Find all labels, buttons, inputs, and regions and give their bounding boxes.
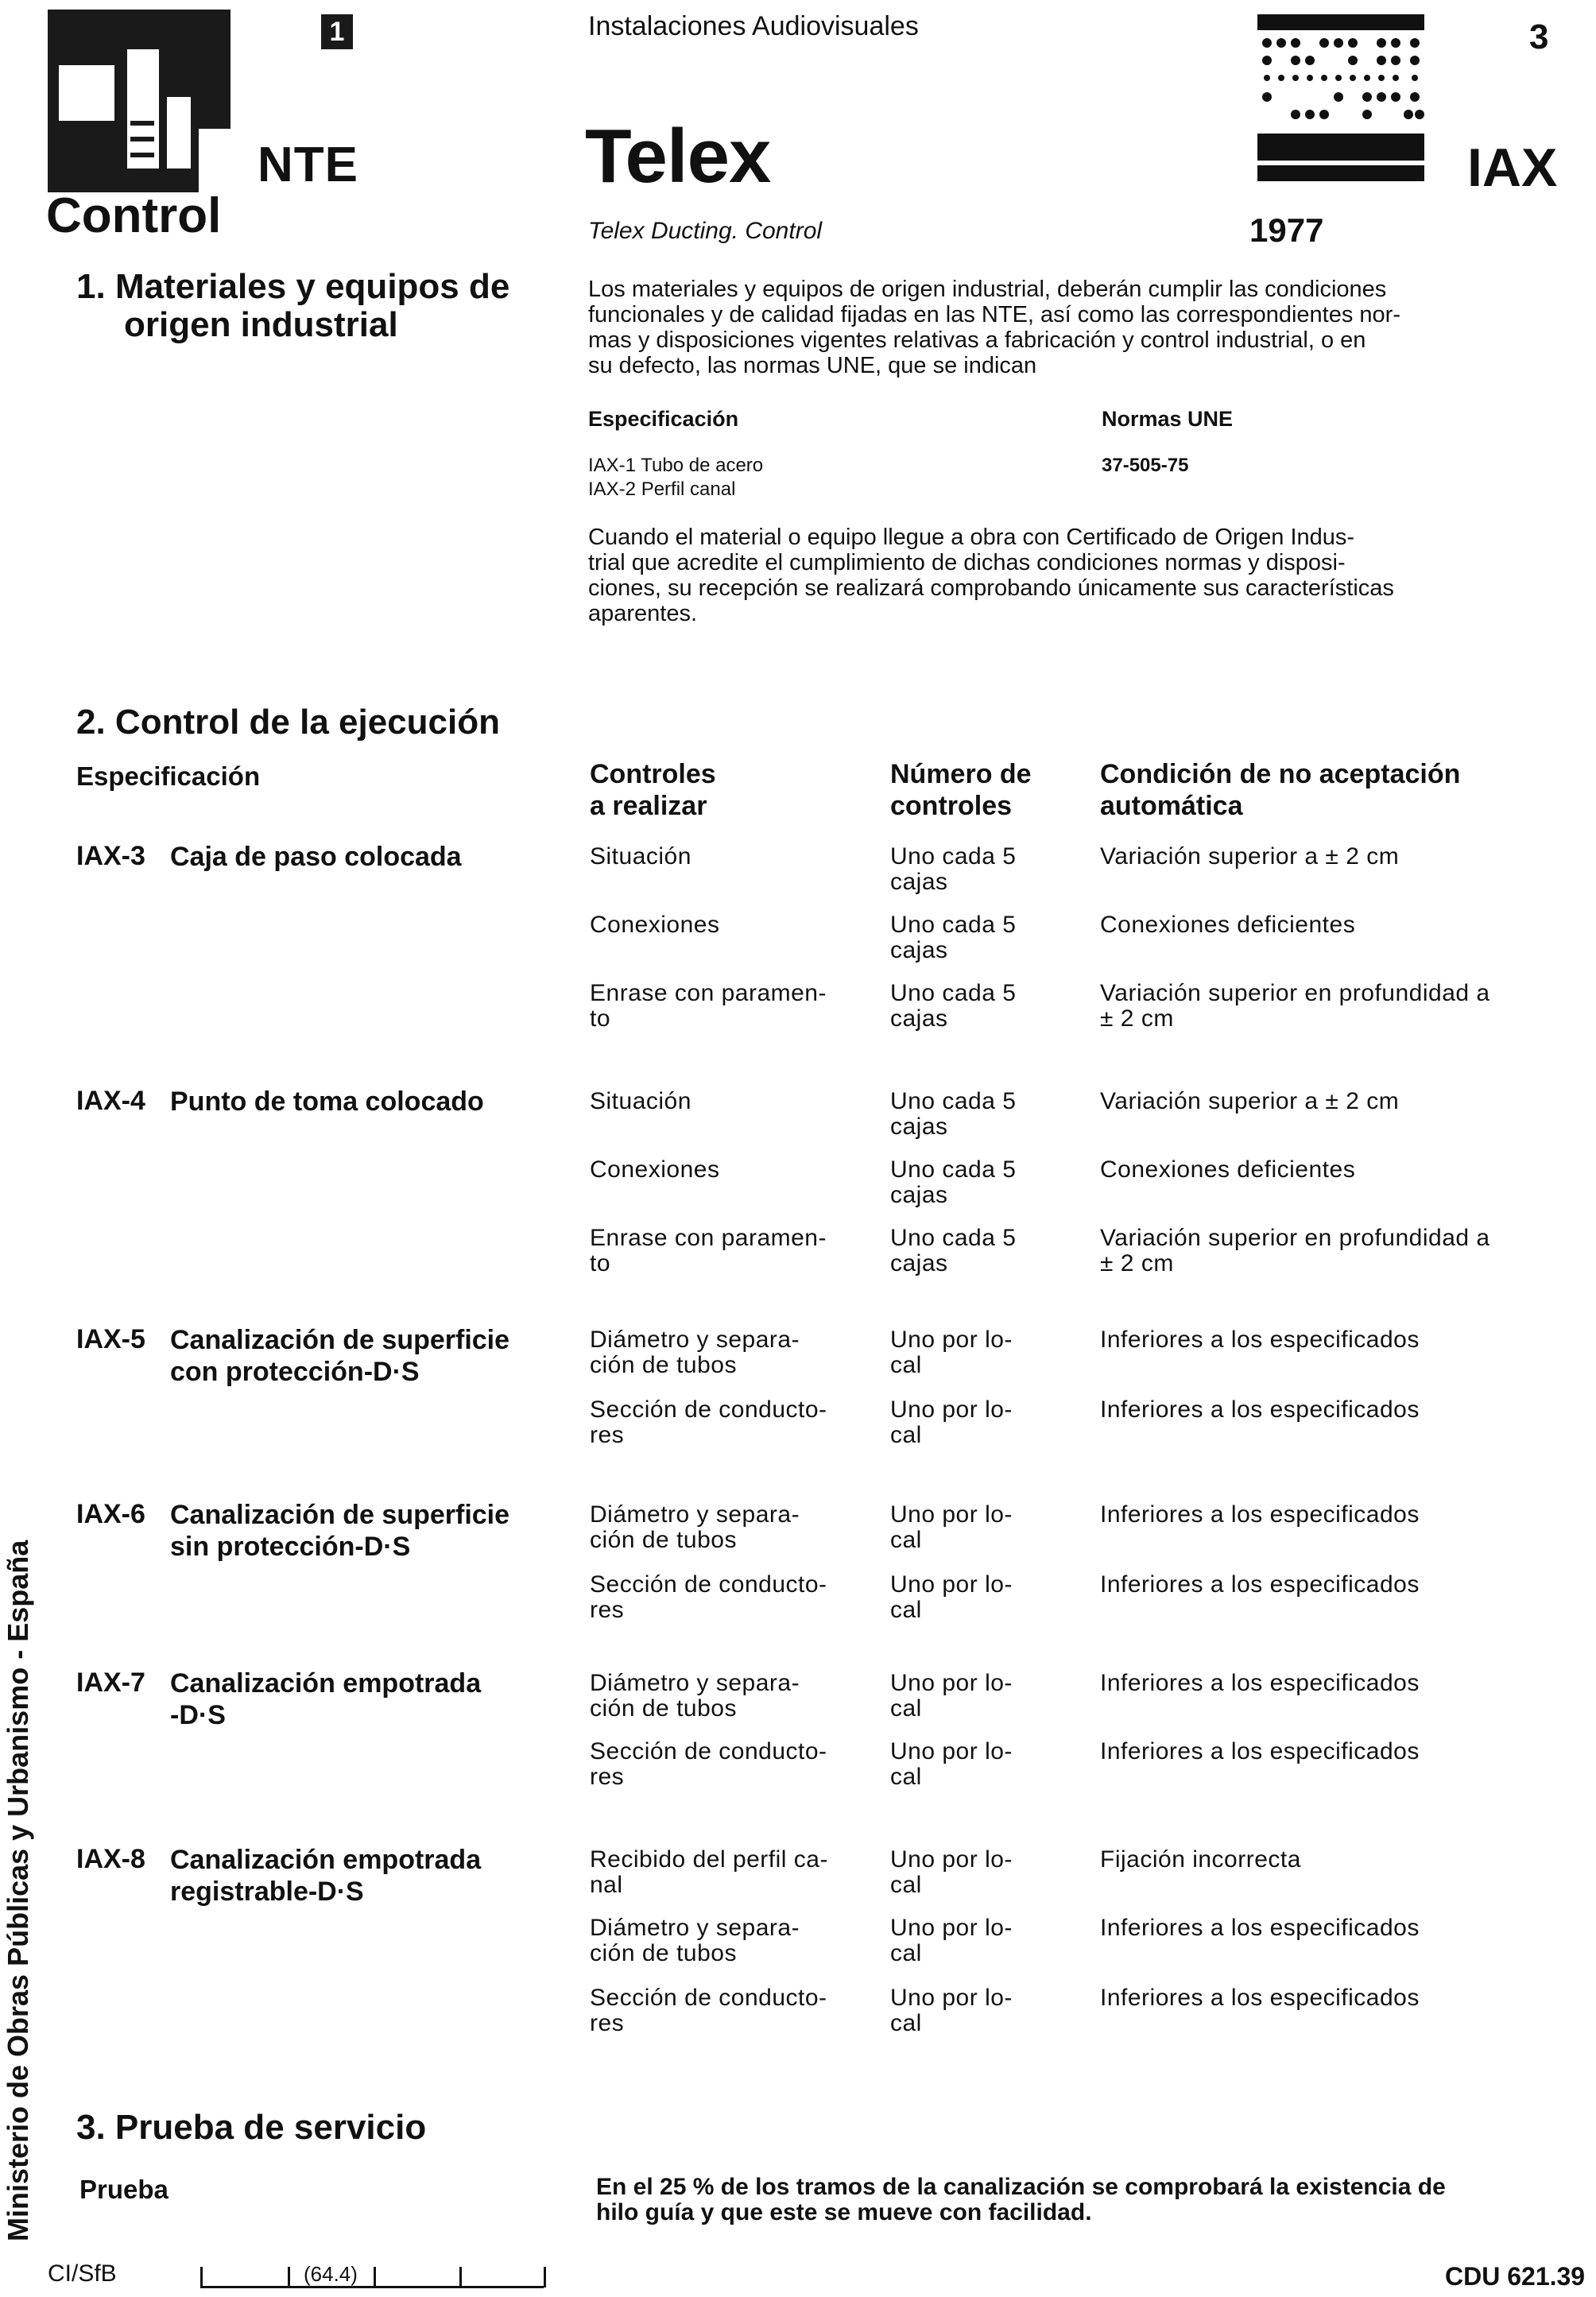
classification-pattern-icon	[1257, 14, 1424, 181]
cell-line: Enrase con paramen-	[590, 1225, 827, 1251]
section1-heading-line2: origen industrial	[124, 305, 398, 344]
cell-line: Uno cada 5	[890, 980, 1017, 1006]
cell-line: Conexiones	[590, 1156, 720, 1183]
row-description	[170, 1324, 615, 1388]
cell-line: Inferiores a los especificados	[1100, 1571, 1420, 1598]
cell-line: Uno por lo-	[890, 1327, 1013, 1353]
number-cell	[890, 912, 1065, 963]
note-line: ciones, su recepción se realizará comprobando únicamente sus características	[588, 575, 1394, 601]
spec-column-header: Especificación	[588, 407, 739, 431]
row-code: IAX-4	[76, 1086, 145, 1116]
control-cell	[590, 1502, 868, 1553]
publication-year: 1977	[1249, 211, 1324, 249]
control-cell	[590, 1671, 868, 1722]
doc-type-label: Control	[46, 188, 222, 243]
cell-line: ± 2 cm	[1100, 1250, 1174, 1276]
number-cell	[890, 1397, 1065, 1448]
cell-line: res	[590, 1764, 625, 1790]
condition-cell	[1100, 1572, 1574, 1598]
row-description	[170, 841, 615, 873]
une-column-header: Normas UNE	[1102, 407, 1234, 431]
sheet-number: 3	[1529, 17, 1549, 56]
section1-intro	[588, 277, 1555, 378]
ruler-tick	[200, 2267, 203, 2287]
condition-header-line1: Condición de no aceptación	[1100, 759, 1461, 789]
cell-line: Conexiones deficientes	[1100, 1156, 1356, 1183]
section1-note	[588, 525, 1555, 626]
cell-line: ± 2 cm	[1100, 1005, 1174, 1032]
cell-line: Inferiores a los especificados	[1100, 1985, 1420, 2011]
cell-line: Sección de conducto-	[590, 1571, 827, 1598]
number-cell	[890, 1915, 1065, 1966]
condition-cell	[1100, 1671, 1574, 1696]
number-cell	[890, 1739, 1065, 1790]
section1-number: 1.	[76, 267, 106, 306]
cell-line: Variación superior en profundidad a	[1100, 980, 1490, 1006]
condition-cell	[1100, 912, 1574, 938]
number-cell	[890, 981, 1065, 1032]
intro-line: su defecto, las normas UNE, que se indican	[588, 353, 1037, 378]
control-cell	[590, 1847, 868, 1898]
cell-line: Uno por lo-	[890, 1670, 1013, 1696]
une-item: 37-505-75	[1102, 455, 1189, 476]
condition-cell	[1100, 1226, 1574, 1276]
row-description	[170, 1668, 615, 1731]
row-description-line2: sin protección-D·S	[170, 1532, 411, 1562]
cell-line: Uno por lo-	[890, 1915, 1013, 1941]
cell-line: cajas	[890, 869, 948, 895]
cell-line: Conexiones	[590, 912, 720, 938]
controls-column-header	[590, 758, 716, 822]
number-cell	[890, 1502, 1065, 1553]
ministry-label: Ministerio de Obras Públicas y Urbanismo - España	[2, 1540, 34, 2241]
number-cell	[890, 1089, 1065, 1140]
condition-cell	[1100, 1157, 1574, 1183]
row-description-line1: Canalización de superficie	[170, 1325, 510, 1355]
subject-label: Instalaciones Audiovisuales	[588, 11, 919, 41]
control-cell	[590, 1915, 868, 1966]
cisfb-ruler	[200, 2286, 544, 2288]
cell-line: cal	[890, 1527, 922, 1553]
control-cell	[590, 912, 868, 938]
condition-cell	[1100, 1739, 1574, 1764]
note-line: Cuando el material o equipo llegue a obra con Certificado de Origen Indus-	[588, 525, 1355, 550]
control-cell	[590, 981, 868, 1032]
number-cell	[890, 1671, 1065, 1722]
page-subtitle: Telex Ducting. Control	[588, 218, 823, 244]
row-description-line2: registrable-D·S	[170, 1877, 364, 1907]
section3-heading: 3. Prueba de servicio	[76, 2108, 427, 2147]
test-description	[596, 2175, 1558, 2225]
control-cell	[590, 844, 868, 870]
cell-line: Inferiores a los especificados	[1100, 1327, 1420, 1353]
cell-line: Inferiores a los especificados	[1100, 1670, 1420, 1696]
row-description-line1: Punto de toma colocado	[170, 1087, 484, 1117]
row-description	[170, 1844, 615, 1908]
row-description-line1: Canalización empotrada	[170, 1668, 482, 1699]
spec-item: IAX-1 Tubo de acero	[588, 455, 764, 476]
control-cell	[590, 1739, 868, 1790]
control-cell	[590, 1226, 868, 1276]
control-cell	[590, 1572, 868, 1623]
row-description-line1: Caja de paso colocada	[170, 842, 462, 872]
cell-line: Diámetro y separa-	[590, 1327, 800, 1353]
cell-line: Conexiones deficientes	[1100, 912, 1356, 938]
cell-line: cal	[890, 1597, 922, 1623]
cell-line: to	[590, 1005, 611, 1032]
control-cell	[590, 1157, 868, 1183]
cell-line: Recibido del perfil ca-	[590, 1846, 828, 1873]
control-cell	[590, 1327, 868, 1378]
intro-line: funcionales y de calidad fijadas en las NTE, así como las correspondientes nor-	[588, 302, 1400, 327]
condition-cell	[1100, 1847, 1574, 1873]
note-line: aparentes.	[588, 601, 698, 626]
cell-line: Uno cada 5	[890, 912, 1017, 938]
cell-line: Diámetro y separa-	[590, 1915, 800, 1941]
controls-header-line1: Controles	[590, 759, 716, 789]
intro-line: mas y disposiciones vigentes relativas a fabricación y control industrial, o en	[588, 327, 1366, 353]
cell-line: Sección de conducto-	[590, 1738, 827, 1764]
cell-line: to	[590, 1250, 611, 1276]
cell-line: Uno por lo-	[890, 1846, 1013, 1873]
number-header-line2: controles	[890, 791, 1013, 821]
row-description-line2: con protección-D·S	[170, 1357, 420, 1387]
section-badge: 1	[321, 14, 353, 49]
cell-line: res	[590, 1597, 625, 1623]
control-cell	[590, 1089, 868, 1114]
controls-header-line2: a realizar	[590, 791, 707, 821]
cell-line: Inferiores a los especificados	[1100, 1738, 1420, 1764]
cell-line: cal	[890, 1764, 922, 1790]
number-column-header	[890, 758, 1032, 822]
row-code: IAX-8	[76, 1844, 145, 1874]
cell-line: Uno por lo-	[890, 1396, 1013, 1423]
cell-line: cajas	[890, 937, 948, 963]
ruler-tick	[544, 2267, 546, 2287]
number-cell	[890, 1157, 1065, 1208]
cell-line: ción de tubos	[590, 1352, 737, 1378]
condition-cell	[1100, 981, 1574, 1032]
cell-line: cajas	[890, 1005, 948, 1032]
ruler-tick	[459, 2267, 462, 2287]
cell-line: Uno por lo-	[890, 1985, 1013, 2011]
cell-line: Variación superior a ± 2 cm	[1100, 1088, 1400, 1114]
note-line: trial que acredite el cumplimiento de dichas condiciones normas y disposi-	[588, 550, 1346, 575]
test-line: En el 25 % de los tramos de la canalización se comprobará la existencia de	[596, 2174, 1446, 2200]
cell-line: cal	[890, 2010, 922, 2036]
row-description-line1: Canalización empotrada	[170, 1845, 482, 1875]
condition-cell	[1100, 1089, 1574, 1114]
cell-line: Diámetro y separa-	[590, 1670, 800, 1696]
cell-line: Inferiores a los especificados	[1100, 1396, 1420, 1423]
cell-line: ción de tubos	[590, 1695, 737, 1722]
test-column-header: Prueba	[79, 2175, 169, 2204]
cell-line: Sección de conducto-	[590, 1985, 827, 2011]
cell-line: Situación	[590, 1088, 691, 1114]
cell-line: cal	[890, 1422, 922, 1448]
cell-line: Uno cada 5	[890, 1088, 1017, 1114]
cell-line: Diámetro y separa-	[590, 1501, 800, 1528]
ruler-tick	[374, 2267, 376, 2287]
cell-line: cajas	[890, 1114, 948, 1140]
cell-line: Uno por lo-	[890, 1501, 1013, 1528]
intro-line: Los materiales y equipos de origen industrial, deberán cumplir las condiciones	[588, 277, 1387, 302]
cell-line: cajas	[890, 1250, 948, 1276]
row-code: IAX-6	[76, 1499, 145, 1529]
cell-line: Sección de conducto-	[590, 1396, 827, 1423]
condition-cell	[1100, 1327, 1574, 1353]
section1-heading-line1: Materiales y equipos de	[114, 267, 510, 306]
condition-cell	[1100, 844, 1574, 870]
row-code: IAX-3	[76, 841, 145, 871]
cdu-code: CDU 621.39	[1445, 2262, 1586, 2291]
number-header-line1: Número de	[890, 759, 1032, 789]
number-cell	[890, 1847, 1065, 1898]
cell-line: Uno cada 5	[890, 843, 1017, 870]
row-description-line1: Canalización de superficie	[170, 1500, 510, 1530]
condition-cell	[1100, 1502, 1574, 1528]
cell-line: ción de tubos	[590, 1940, 737, 1966]
series-label: NTE	[258, 138, 358, 192]
cell-line: Enrase con paramen-	[590, 980, 827, 1006]
cell-line: Uno por lo-	[890, 1571, 1013, 1598]
row-description	[170, 1086, 615, 1118]
number-cell	[890, 1985, 1065, 2036]
row-code: IAX-7	[76, 1668, 145, 1698]
section2-heading: 2. Control de la ejecución	[76, 703, 501, 742]
control-cell	[590, 1397, 868, 1448]
number-cell	[890, 1572, 1065, 1623]
ruler-tick	[288, 2267, 290, 2287]
cell-line: cal	[890, 1352, 922, 1378]
cell-line: Uno cada 5	[890, 1156, 1017, 1183]
number-cell	[890, 1327, 1065, 1378]
cell-line: res	[590, 2010, 625, 2036]
cell-line: cal	[890, 1695, 922, 1722]
cell-line: Variación superior a ± 2 cm	[1100, 843, 1400, 870]
section1-heading	[76, 267, 509, 307]
cell-line: cal	[890, 1872, 922, 1898]
cell-line: Uno cada 5	[890, 1225, 1017, 1251]
row-code: IAX-5	[76, 1324, 145, 1354]
cell-line: Inferiores a los especificados	[1100, 1915, 1420, 1941]
norm-code: IAX	[1467, 138, 1558, 198]
number-cell	[890, 1226, 1065, 1276]
condition-cell	[1100, 1915, 1574, 1941]
row-description-line2: -D·S	[170, 1700, 226, 1730]
cell-line: Situación	[590, 843, 691, 870]
control-cell	[590, 1985, 868, 2036]
cell-line: ción de tubos	[590, 1527, 737, 1553]
cell-line: cal	[890, 1940, 922, 1966]
cell-line: nal	[590, 1872, 623, 1898]
condition-column-header	[1100, 758, 1460, 822]
number-cell	[890, 844, 1065, 895]
spec-column-header: Especificación	[76, 761, 261, 791]
page-title: Telex	[585, 114, 771, 199]
cell-line: Inferiores a los especificados	[1100, 1501, 1420, 1528]
row-description	[170, 1499, 615, 1563]
test-line: hilo guía y que este se mueve con facilidad.	[596, 2199, 1092, 2225]
cisfb-label: CI/SfB	[48, 2260, 117, 2287]
nte-logo	[48, 10, 230, 192]
cell-line: res	[590, 1422, 625, 1448]
condition-cell	[1100, 1985, 1574, 2011]
cisfb-code: (64.4)	[304, 2262, 358, 2286]
cell-line: Uno por lo-	[890, 1738, 1013, 1764]
cell-line: cajas	[890, 1182, 948, 1208]
spec-item: IAX-2 Perfil canal	[588, 478, 736, 500]
cell-line: Fijación incorrecta	[1100, 1846, 1301, 1873]
cell-line: Variación superior en profundidad a	[1100, 1225, 1490, 1251]
condition-header-line2: automática	[1100, 791, 1243, 821]
condition-cell	[1100, 1397, 1574, 1423]
